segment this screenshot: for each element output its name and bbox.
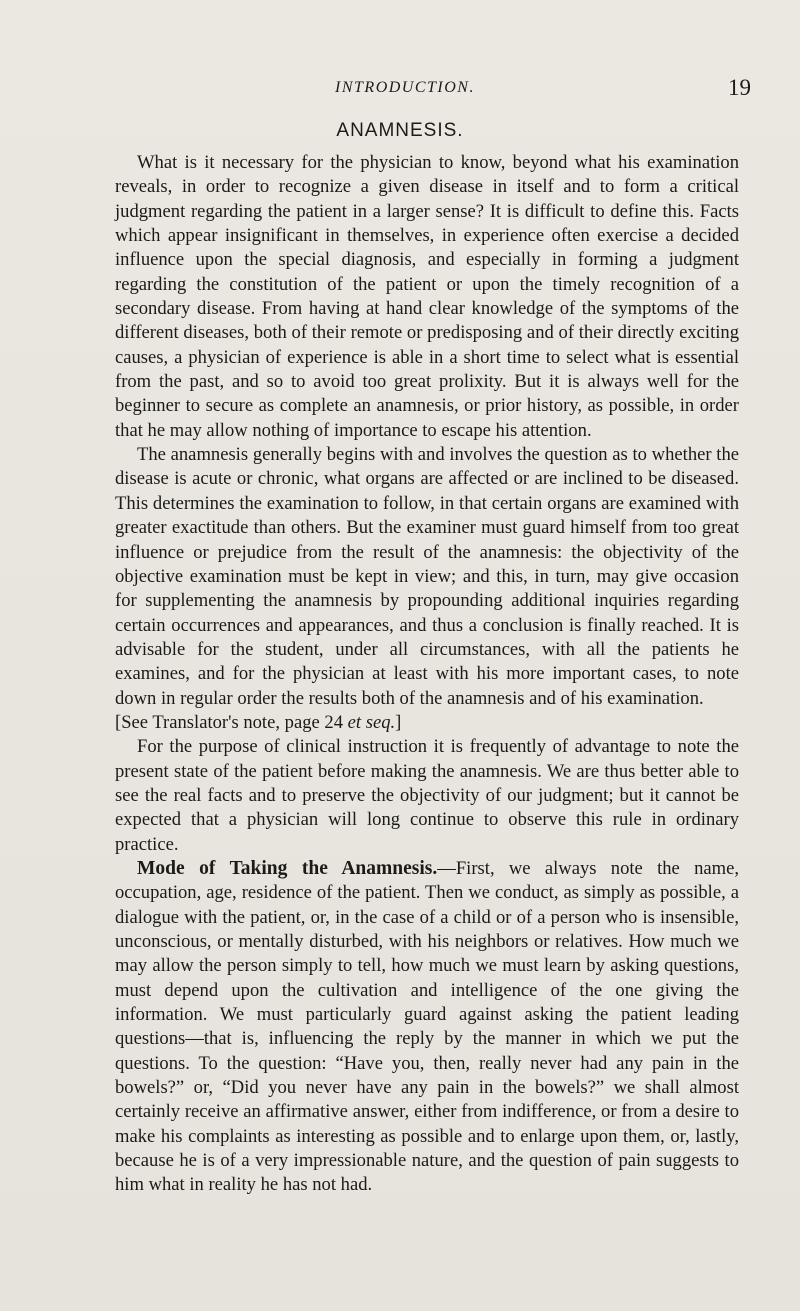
body-text: [115, 151, 739, 1198]
page-number: 19: [728, 75, 751, 100]
run-in-heading: Mode of Taking the Anamnesis.: [137, 857, 438, 879]
running-title: INTRODUCTION.: [335, 79, 475, 96]
paragraph-2: [115, 443, 739, 735]
paragraph-4: [115, 857, 739, 1198]
translator-note-text: [See Translator's note, page 24: [115, 711, 348, 733]
section-title: ANAMNESIS.: [336, 120, 464, 141]
paragraph-2-text: The anamnesis generally begins with and involves the question as to whether the disease is acute or chronic, what organs are affected or are inclined to be diseased. This determines the examination to follow, in that certain organs are examined with greater exactitude than others. But the examiner must guard himself from too great influence or prejudice from the result of the anamnesis: the objectivity of the objective examination must be kept in view; and this, in turn, may give occasion for supplementing the anamnesis by propounding additional inquiries regarding certain occurrences and appearances, and thus a conclusion is finally reached. It is advisable for the student, under all circumstances, with all the patients he examines, and for the physician at least with his more important cases, to note down in regular order the results both of the anamnesis and of his examination.: [115, 444, 739, 709]
running-header: [0, 73, 800, 103]
paragraph-1: What is it necessary for the physician to know, beyond what his examination reveals, in order to recognize a given disease in itself and to form a critical judgment regarding the patient in a larger sense? It is difficult to define this. Facts which appear insignificant in themselves, in experience often exercise a decided influence upon the special diagnosis, and especially in forming a judgment regarding the constitution of the patient or upon the timely recognition of a secondary disease. From having at hand clear knowledge of the symptoms of the different diseases, both of their remote or predisposing and of their directly exciting causes, a physician of experience is able in a short time to select what is essential from the past, and so to avoid too great prolixity. But it is always well for the beginner to secure as complete an anamnesis, or prior history, as possible, in order that he may allow nothing of importance to escape his attention.: [115, 152, 739, 441]
translator-note-close: ]: [395, 711, 402, 733]
paragraph-4-text: —First, we always note the name, occupation, age, residence of the patient. Then we conduct, as simply as possible, a dialogue with the patient, or, in the case of a child or of a person who is insensible, unconscious, or mentally disturbed, with his neighbors or relatives. How much we may allow the person simply to tell, how much we must learn by asking questions, must depend upon the cultivation and intelligence of the one giving the information. We must particularly guard against asking the patient leading questions—that is, influencing the reply by the manner in which we put the questions. To the question: “Have you, then, really never had any pain in the bowels?” or, “Did you never have any pain in the bowels?” we shall almost certainly receive an affirmative answer, either from indifference, or from a desire to make his complaints as interesting as possible and to enlarge upon them, or, lastly, because he is of a very impressionable nature, and the question of pain suggests to him what in reality he has not had.: [115, 857, 739, 1196]
translator-note: [115, 712, 401, 733]
translator-note-italic: et seq.: [347, 711, 396, 733]
paragraph-3: For the purpose of clinical instruction it is frequently of advantage to note the present state of the patient before making the anamnesis. We are thus better able to see the real facts and to preserve the objectivity of our judgment; but it cannot be expected that a physician will long continue to observe this rule in ordinary practice.: [115, 736, 739, 855]
